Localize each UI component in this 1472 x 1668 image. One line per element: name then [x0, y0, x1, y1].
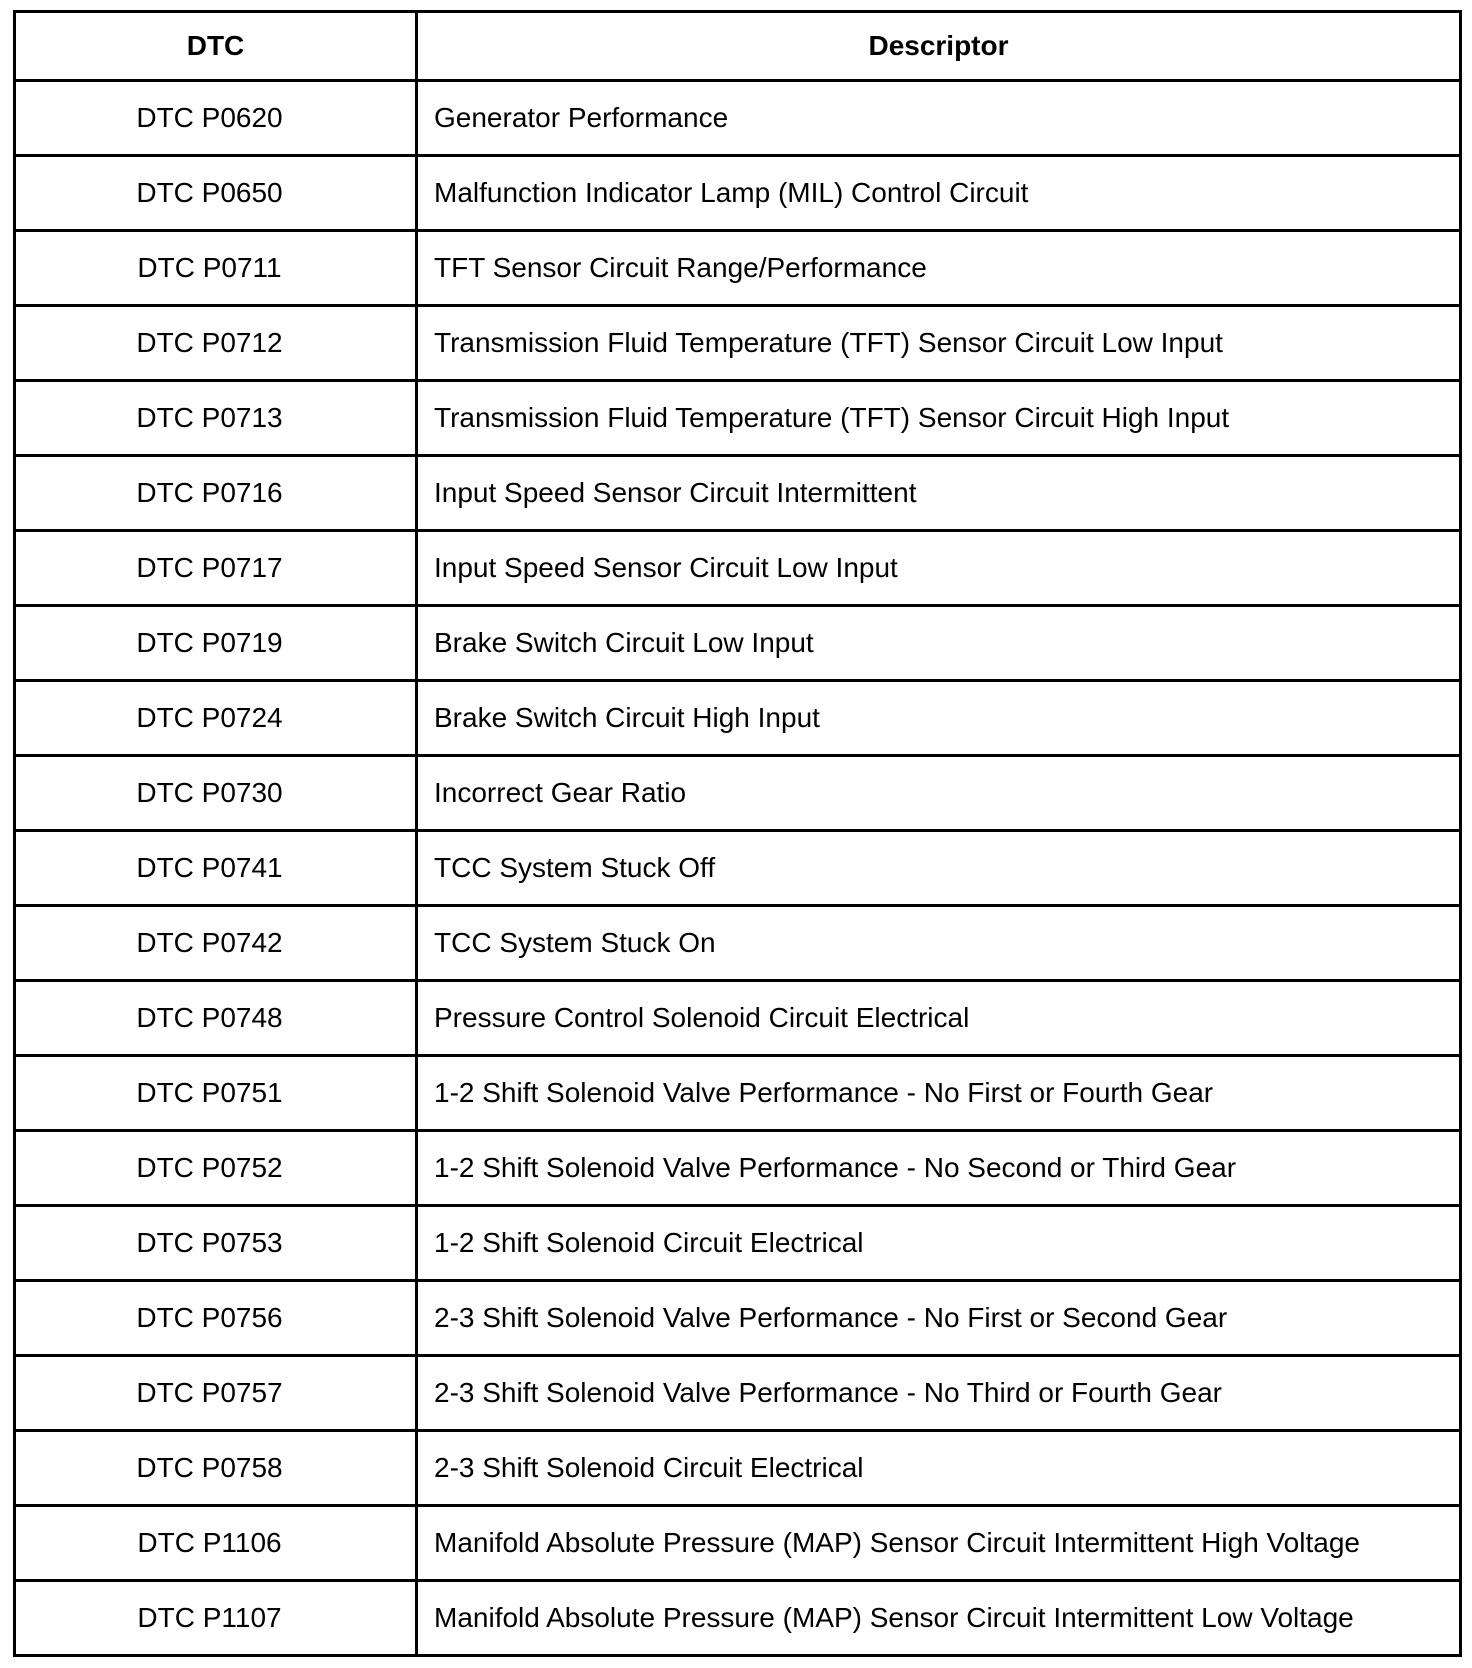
table-row [15, 1356, 1461, 1431]
dtc-code-cell: DTC P0748 [15, 981, 417, 1056]
dtc-code-cell: DTC P0719 [15, 606, 417, 681]
header-row [15, 12, 1461, 81]
dtc-descriptor-cell: Brake Switch Circuit High Input [417, 681, 1461, 756]
dtc-descriptor-cell: Transmission Fluid Temperature (TFT) Sensor Circuit Low Input [417, 306, 1461, 381]
dtc-code-cell: DTC P0741 [15, 831, 417, 906]
dtc-descriptor-cell: TCC System Stuck On [417, 906, 1461, 981]
table-row [15, 306, 1461, 381]
dtc-descriptor-cell: 2-3 Shift Solenoid Valve Performance - No Third or Fourth Gear [417, 1356, 1461, 1431]
dtc-code-cell: DTC P0711 [15, 231, 417, 306]
dtc-descriptor-cell: Manifold Absolute Pressure (MAP) Sensor Circuit Intermittent High Voltage [417, 1506, 1461, 1581]
dtc-code-cell: DTC P0753 [15, 1206, 417, 1281]
dtc-descriptor-cell: 1-2 Shift Solenoid Valve Performance - No First or Fourth Gear [417, 1056, 1461, 1131]
table-row [15, 981, 1461, 1056]
dtc-descriptor-cell: Input Speed Sensor Circuit Low Input [417, 531, 1461, 606]
table-row [15, 1431, 1461, 1506]
dtc-code-cell: DTC P0620 [15, 81, 417, 156]
dtc-code-cell: DTC P0724 [15, 681, 417, 756]
table-header [15, 12, 1461, 81]
dtc-descriptor-cell: Brake Switch Circuit Low Input [417, 606, 1461, 681]
dtc-descriptor-cell: 2-3 Shift Solenoid Valve Performance - No First or Second Gear [417, 1281, 1461, 1356]
table-row [15, 906, 1461, 981]
dtc-descriptor-cell: Input Speed Sensor Circuit Intermittent [417, 456, 1461, 531]
dtc-code-cell: DTC P0742 [15, 906, 417, 981]
dtc-descriptor-cell: 1-2 Shift Solenoid Valve Performance - No Second or Third Gear [417, 1131, 1461, 1206]
dtc-code-cell: DTC P0716 [15, 456, 417, 531]
dtc-code-cell: DTC P1106 [15, 1506, 417, 1581]
dtc-descriptor-cell: 1-2 Shift Solenoid Circuit Electrical [417, 1206, 1461, 1281]
header-dtc: DTC [15, 12, 417, 81]
dtc-code-cell: DTC P0730 [15, 756, 417, 831]
dtc-descriptor-cell: Transmission Fluid Temperature (TFT) Sensor Circuit High Input [417, 381, 1461, 456]
table-row [15, 1506, 1461, 1581]
table-row [15, 156, 1461, 231]
dtc-code-cell: DTC P0758 [15, 1431, 417, 1506]
dtc-descriptor-cell: TFT Sensor Circuit Range/Performance [417, 231, 1461, 306]
dtc-code-cell: DTC P0756 [15, 1281, 417, 1356]
dtc-code-cell: DTC P1107 [15, 1581, 417, 1656]
table-row [15, 231, 1461, 306]
table-row [15, 381, 1461, 456]
header-descriptor: Descriptor [417, 12, 1461, 81]
dtc-code-cell: DTC P0751 [15, 1056, 417, 1131]
dtc-descriptor-cell: Pressure Control Solenoid Circuit Electrical [417, 981, 1461, 1056]
dtc-descriptor-cell: TCC System Stuck Off [417, 831, 1461, 906]
table-row [15, 81, 1461, 156]
table-row [15, 456, 1461, 531]
table-row [15, 681, 1461, 756]
table-row [15, 531, 1461, 606]
table-row [15, 1281, 1461, 1356]
table-row [15, 1581, 1461, 1656]
dtc-descriptor-cell: Malfunction Indicator Lamp (MIL) Control Circuit [417, 156, 1461, 231]
table-row [15, 1056, 1461, 1131]
dtc-descriptor-cell: Manifold Absolute Pressure (MAP) Sensor Circuit Intermittent Low Voltage [417, 1581, 1461, 1656]
dtc-code-cell: DTC P0713 [15, 381, 417, 456]
table-row [15, 1206, 1461, 1281]
table-row [15, 756, 1461, 831]
dtc-code-cell: DTC P0712 [15, 306, 417, 381]
dtc-code-cell: DTC P0752 [15, 1131, 417, 1206]
dtc-descriptor-cell: 2-3 Shift Solenoid Circuit Electrical [417, 1431, 1461, 1506]
table-row [15, 1131, 1461, 1206]
dtc-table [13, 10, 1462, 1657]
dtc-descriptor-cell: Generator Performance [417, 81, 1461, 156]
table-body [15, 81, 1461, 1656]
dtc-code-cell: DTC P0717 [15, 531, 417, 606]
table-row [15, 606, 1461, 681]
table-row [15, 831, 1461, 906]
dtc-code-cell: DTC P0650 [15, 156, 417, 231]
dtc-code-cell: DTC P0757 [15, 1356, 417, 1431]
dtc-descriptor-cell: Incorrect Gear Ratio [417, 756, 1461, 831]
